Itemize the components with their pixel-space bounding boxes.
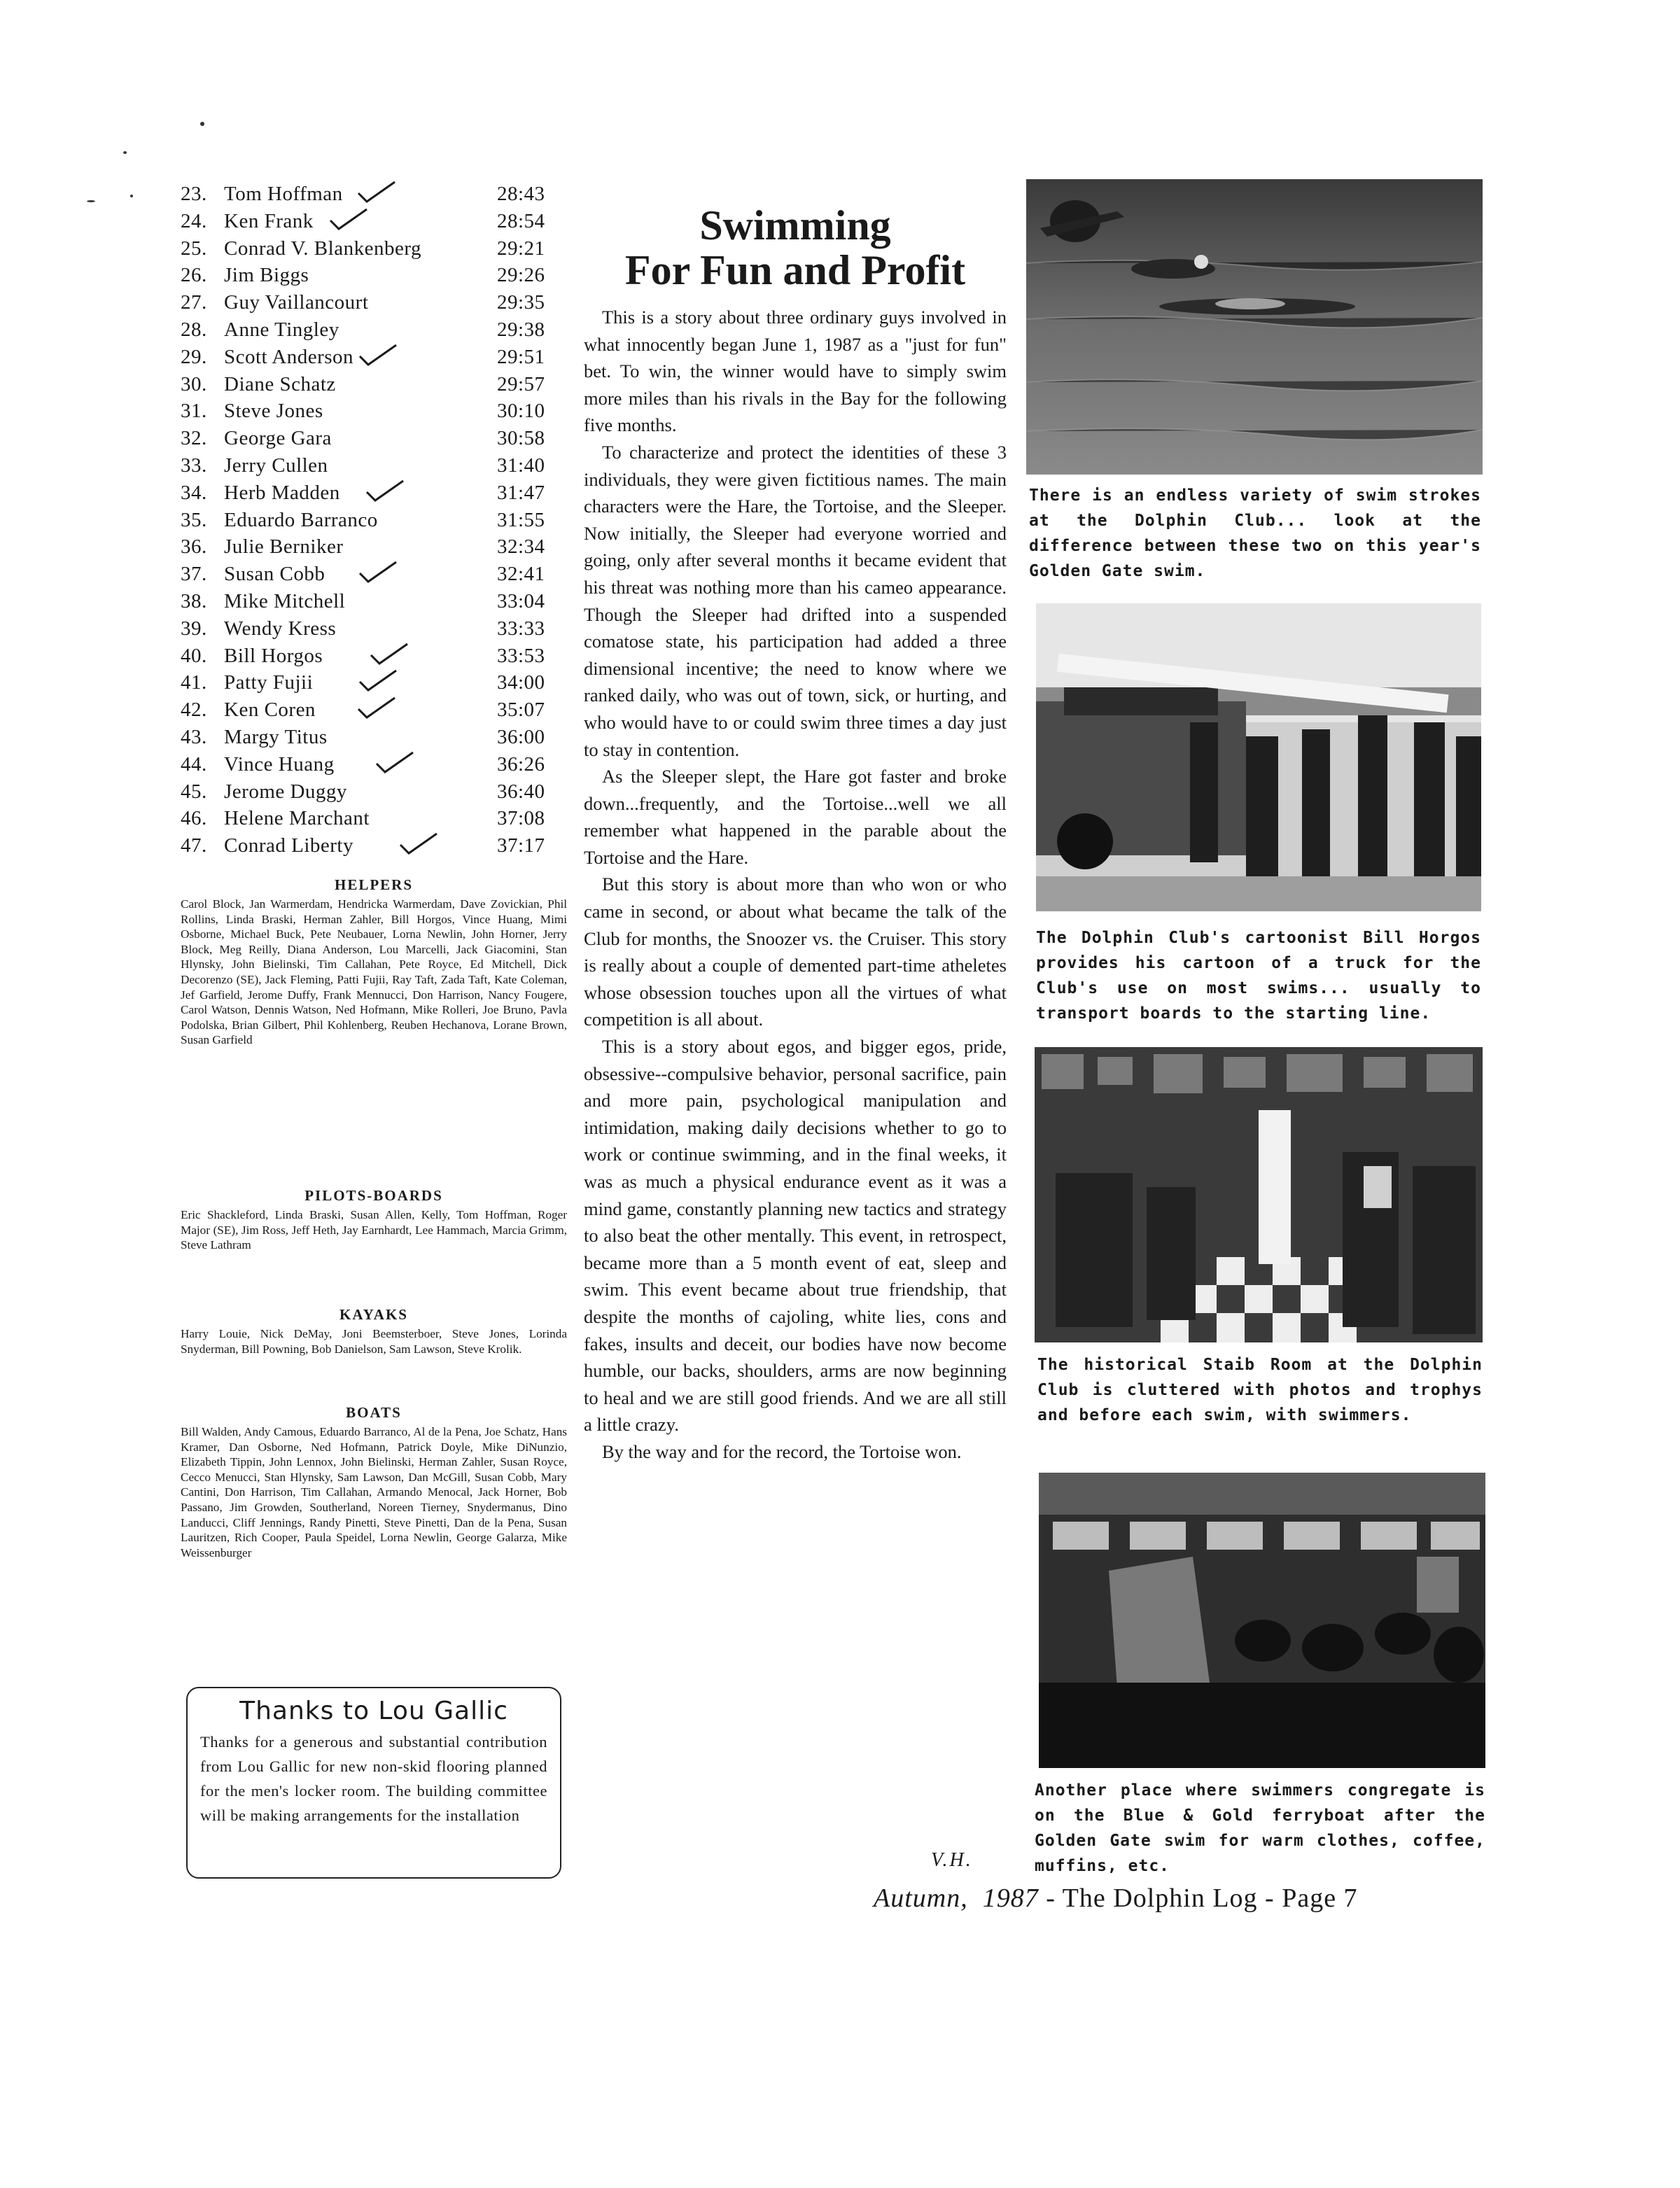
photo-staib-room	[1035, 1047, 1483, 1342]
result-row	[181, 805, 559, 832]
result-row	[181, 724, 559, 751]
result-name: Mike Mitchell	[224, 589, 346, 612]
boats-section	[181, 1404, 567, 1560]
thanks-text: Thanks for a generous and substantial contribution from Lou Gallic for new non-skid flooring planned for the men's locker room. The building committee will be making arrangements for the installation	[200, 1733, 547, 1824]
result-name: Scott Anderson	[224, 345, 354, 368]
result-row	[181, 479, 559, 507]
checkmark-icon	[357, 561, 399, 584]
result-name: Helene Marchant	[224, 807, 370, 830]
article-byline: V.H.	[931, 1849, 973, 1871]
photo-ferryboat	[1039, 1473, 1485, 1768]
result-place: 28.	[181, 318, 207, 341]
result-name: Jerry Cullen	[224, 454, 328, 477]
pilots-section	[181, 1187, 567, 1253]
result-place: 24.	[181, 209, 207, 232]
result-place: 41.	[181, 671, 207, 694]
result-row	[181, 181, 559, 208]
article-paragraph: As the Sleeper slept, the Hare got faster and broke down...frequently, and the Tortoise...well we all remember what happened in the parable about the Tortoise and the Hare.	[584, 766, 1007, 868]
kayaks-names: Harry Louie, Nick DeMay, Joni Beemsterboer, Steve Jones, Lorinda Snyderman, Bill Powning, Bob Danielson, Sam Lawson, Steve Krolik.	[181, 1327, 567, 1356]
photo-ferryboat-caption: Another place where swimmers congregate is on the Blue & Gold ferryboat after the Golden Gate swim for warm clothes, coffee, muffins, etc.	[1035, 1781, 1485, 1875]
race-results-list	[181, 181, 559, 860]
result-place: 46.	[181, 807, 207, 830]
result-time: 29:57	[497, 372, 545, 395]
result-place: 34.	[181, 481, 207, 504]
result-time: 36:26	[497, 752, 545, 776]
article-title	[578, 203, 1012, 293]
result-row	[181, 425, 559, 452]
result-place: 39.	[181, 617, 207, 640]
helpers-heading: HELPERS	[334, 876, 414, 893]
result-time: 29:21	[497, 237, 545, 260]
result-name: Eduardo Barranco	[224, 508, 378, 531]
photo-swimmers-caption: There is an endless variety of swim strokes at the Dolphin Club... look at the difference between these two on this year's Golden Gate swim.	[1029, 486, 1481, 580]
result-row	[181, 316, 559, 344]
result-time: 29:38	[497, 318, 545, 341]
result-place: 26.	[181, 264, 207, 287]
result-time: 31:55	[497, 508, 545, 531]
result-time: 31:47	[497, 481, 545, 504]
result-time: 31:40	[497, 454, 545, 477]
result-time: 33:33	[497, 617, 545, 640]
result-name: Steve Jones	[224, 400, 323, 423]
footer-year: 1987	[982, 1884, 1039, 1913]
result-place: 31.	[181, 400, 207, 423]
result-time: 29:35	[497, 291, 545, 314]
result-name: Susan Cobb	[224, 563, 326, 586]
result-place: 43.	[181, 725, 207, 748]
result-time: 36:40	[497, 780, 545, 803]
checkmark-icon	[356, 181, 398, 204]
article-body	[584, 304, 1007, 1466]
result-row	[181, 371, 559, 398]
pilots-heading: PILOTS-BOARDS	[304, 1187, 443, 1204]
article-paragraph: This is a story about egos, and bigger egos, pride, obsessive--compulsive behavior, personal sacrifice, pain and more pain, psychological manipulation and intimidation, making daily decisions whether to go to work or continue swimming, and in the final weeks, it was as much a physical endurance event as it was a mind game, constantly planning new tactics and strategy to also beat the other mentally. This event, in retrospect, became more than a 5 month event of eat, sleep and swim. This event became about true friendship, that despite the months of cajoling, white lies, cons and fakes, insults and deceit, our bodies have now become humble, our backs, shoulders, arms are now beginning to heal and we are still good friends. And we are all still a little crazy.	[584, 1036, 1007, 1436]
result-row	[181, 696, 559, 724]
scan-speck	[87, 200, 95, 202]
result-place: 35.	[181, 508, 207, 531]
scan-speck	[200, 122, 204, 126]
article-paragraph: To characterize and protect the identities of these 3 individuals, they were given fictitious names. The main characters were the Hare, the Tortoise, and the Sleeper. Now initially, the Sleeper had everyone worried and going, only after several months it became evident that his threat was nothing more than his cameo appearance. Though the Sleeper had drifted into a suspended comatose state, his participation had added a three dimensional incentive; the need to know where we ranked daily, who was out of town, sick, or hurting, and who would have to or could swim three times a day just to stay in contention.	[584, 441, 1007, 760]
result-row	[181, 398, 559, 425]
checkmark-icon	[364, 479, 406, 503]
kayaks-section	[181, 1306, 567, 1356]
result-name: Diane Schatz	[224, 372, 336, 395]
result-name: Anne Tingley	[224, 318, 340, 341]
result-name: Jim Biggs	[224, 264, 309, 287]
result-time: 30:10	[497, 400, 545, 423]
article-title-line2: For Fun and Profit	[624, 247, 966, 293]
result-row	[181, 615, 559, 643]
result-name: Conrad Liberty	[224, 834, 354, 857]
result-time: 29:51	[497, 345, 545, 368]
footer-season: Autumn,	[874, 1884, 968, 1913]
result-name: Ken Coren	[224, 699, 316, 722]
result-place: 45.	[181, 780, 207, 803]
result-name: Wendy Kress	[224, 617, 337, 640]
helpers-names: Carol Block, Jan Warmerdam, Hendricka Warmerdam, Dave Zovickian, Phil Rollins, Linda Braski, Herman Zahler, Bill Horgos, Vince Huang, Mimi Osborne, Michael Buck, Pete Neubauer, Lorna Newlin, John Horner, Jerry Block, Meg Reilly, Diana Anderson, Lou Marcelli, Jack Giacomini, Stan Hlynsky, John Bielinski, Tim Callahan, Pete Royce, Ed Mitchell, Dick Decorenzo (SE), Jack Fleming, Patti Fujii, Ray Taft, Zada Taft, Kate Coleman, Jef Garfield, Jerome Duffy, Frank Mennucci, Don Harrison, Nancy Fougere, Carol Watson, Dennis Watson, Ned Hofmann, Mike Rolleri, Joe Bruno, Pavla Podolska, Brian Gilbert, Phil Kohlenberg, Reuben Hechanova, Lorane Brown, Susan Garfield	[181, 897, 567, 1047]
result-row	[181, 778, 559, 806]
result-place: 38.	[181, 589, 207, 612]
result-place: 36.	[181, 535, 207, 559]
result-name: Julie Berniker	[224, 535, 344, 559]
result-row	[181, 669, 559, 696]
helpers-section	[181, 876, 567, 1048]
article-paragraph: By the way and for the record, the Tortoise won.	[602, 1440, 962, 1462]
result-time: 32:34	[497, 535, 545, 559]
result-time: 33:04	[497, 589, 545, 612]
article-paragraph: But this story is about more than who won or who came in second, or about what became the talk of the Club for months, the Snoozer vs. the Cruiser. This story is really about a couple of demented part-time atheletes whose obsession touches upon all the virtues of what competition is all about.	[584, 874, 1007, 1030]
footer-publication: - The Dolphin Log - Page 7	[1046, 1884, 1358, 1913]
result-name: Guy Vaillancourt	[224, 291, 369, 314]
result-place: 30.	[181, 372, 207, 395]
kayaks-heading: KAYAKS	[340, 1306, 408, 1323]
photo-swimmers	[1026, 179, 1483, 475]
result-row	[181, 507, 559, 534]
result-row	[181, 344, 559, 371]
article-title-line1: Swimming	[699, 202, 891, 248]
result-name: Tom Hoffman	[224, 183, 343, 205]
result-row	[181, 452, 559, 479]
result-place: 29.	[181, 345, 207, 368]
checkmark-icon	[368, 643, 410, 666]
result-row	[181, 289, 559, 316]
result-time: 28:54	[497, 209, 545, 232]
checkmark-icon	[398, 832, 440, 856]
boats-names: Bill Walden, Andy Camous, Eduardo Barranco, Al de la Pena, Joe Schatz, Hans Kramer, Dan Osborne, Ned Hofmann, Patrick Doyle, Mike DiNunzio, Elizabeth Tippin, John Lennox, John Bielinski, Herman Zahler, Susan Royce, Cecco Menucci, Stan Hlynsky, Sam Lawson, Dan McGill, Susan Cobb, Mary Cantini, Don Harrison, Tim Callahan, Armando Menocal, Jack Horner, Bob Passano, Jim Growden, Southerland, Noreen Tierney, Snydermanus, Dino Landucci, Cliff Jennings, Randy Pinetti, Steve Pinetti, Dan de la Pena, Susan Lauritzen, Rich Cooper, Paula Speidel, Lorna Newlin, George Galarza, Mike Weissenburger	[181, 1425, 567, 1559]
checkmark-icon	[328, 208, 370, 232]
result-place: 47.	[181, 834, 207, 857]
result-place: 23.	[181, 183, 207, 205]
result-row	[181, 561, 559, 588]
result-row	[181, 751, 559, 778]
result-time: 33:53	[497, 644, 545, 667]
result-place: 33.	[181, 454, 207, 477]
result-name: George Gara	[224, 427, 332, 450]
result-time: 35:07	[497, 699, 545, 722]
result-time: 32:41	[497, 563, 545, 586]
result-place: 27.	[181, 291, 207, 314]
result-place: 37.	[181, 563, 207, 586]
result-time: 30:58	[497, 427, 545, 450]
result-time: 36:00	[497, 725, 545, 748]
result-place: 25.	[181, 237, 207, 260]
scan-speck	[130, 195, 133, 197]
result-place: 32.	[181, 427, 207, 450]
result-time: 34:00	[497, 671, 545, 694]
result-time: 28:43	[497, 183, 545, 205]
result-name: Jerome Duggy	[224, 780, 347, 803]
result-row	[181, 643, 559, 670]
result-place: 44.	[181, 752, 207, 776]
result-time: 37:08	[497, 807, 545, 830]
pilots-names: Eric Shackleford, Linda Braski, Susan Allen, Kelly, Tom Hoffman, Roger Major (SE), Jim Ross, Jeff Heth, Jay Earnhardt, Lee Hammach, Marcia Grimm, Steve Lathram	[181, 1208, 567, 1252]
result-name: Bill Horgos	[224, 644, 323, 667]
result-name: Herb Madden	[224, 481, 340, 504]
page-footer	[874, 1883, 1358, 1914]
article-paragraph: This is a story about three ordinary guys involved in what innocently began June 1, 1987 as a "just for fun" bet. To win, the winner would have to simply swim more miles than his rivals in the Bay for the following five months.	[584, 307, 1007, 436]
result-time: 37:17	[497, 834, 545, 857]
thanks-title: Thanks to Lou Gallic	[239, 1697, 508, 1725]
photo-truck-caption: The Dolphin Club's cartoonist Bill Horgos provides his cartoon of a truck for the Club's use on most swims... usually to transport boards to the starting line.	[1036, 929, 1481, 1023]
scan-speck	[123, 151, 127, 154]
result-name: Ken Frank	[224, 209, 314, 232]
result-row	[181, 262, 559, 289]
result-name: Vince Huang	[224, 752, 335, 776]
result-place: 40.	[181, 644, 207, 667]
result-row	[181, 832, 559, 860]
result-time: 29:26	[497, 264, 545, 287]
result-row	[181, 533, 559, 561]
result-place: 42.	[181, 699, 207, 722]
result-row	[181, 235, 559, 262]
checkmark-icon	[374, 751, 416, 775]
result-name: Conrad V. Blankenberg	[224, 237, 421, 260]
result-name: Margy Titus	[224, 725, 328, 748]
result-row	[181, 588, 559, 615]
checkmark-icon	[357, 344, 399, 367]
checkmark-icon	[357, 669, 399, 693]
thanks-box	[186, 1687, 561, 1879]
boats-heading: BOATS	[346, 1404, 402, 1421]
result-name: Patty Fujii	[224, 671, 314, 694]
photo-truck	[1036, 603, 1481, 911]
result-row	[181, 208, 559, 235]
checkmark-icon	[356, 696, 398, 720]
photo-staib-room-caption: The historical Staib Room at the Dolphin Club is cluttered with photos and trophys and before each swim, with swimmers.	[1037, 1356, 1483, 1424]
